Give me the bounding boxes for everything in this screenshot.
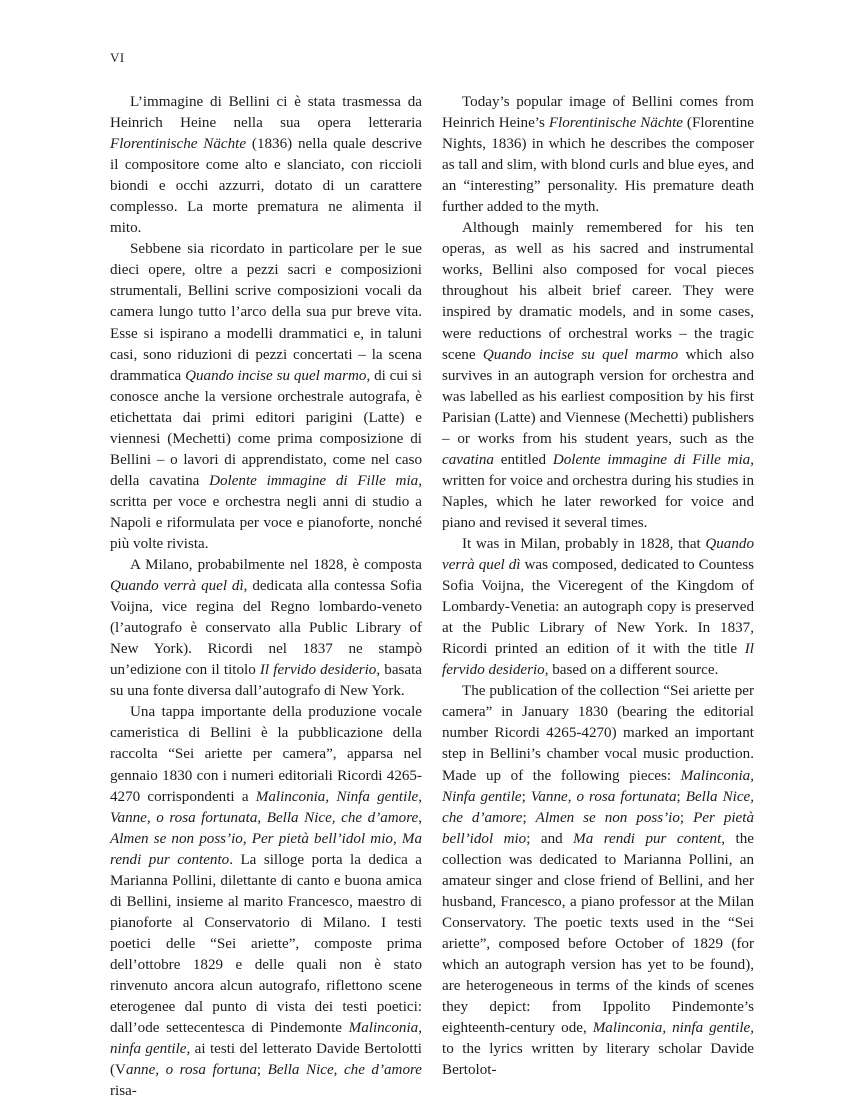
- text-run: , basata su una fonte diversa dall’autografo di New York.: [110, 662, 422, 700]
- italic-title: Malinconia: [680, 767, 751, 784]
- italic-title: Bella Nice, che d’amore: [266, 809, 419, 826]
- text-run: , di cui si conosce anche la versione orchestrale autografa, è etichettata dai primi editori parigini (Latte) e viennesi (Mechetti) come prima composizione di Bellini – o lavori di apprendistato, come nel caso della cavatina: [110, 367, 422, 489]
- text-run: ;: [676, 788, 686, 805]
- italic-title: Vanne, o rosa fortunata: [110, 809, 258, 826]
- italic-title: Per pietà bell’idol mio: [251, 830, 393, 847]
- text-run: which also survives in an autograph version for orchestra and was labelled as his earliest composition by his first Parisian (Latte) and Viennese (Mechetti) publishers – or works from his student years, such as the: [442, 346, 754, 447]
- italic-title: Quando incise su quel marmo: [482, 346, 679, 363]
- text-run: to the lyrics written by literary scholar Davide Bertolot-: [442, 1041, 754, 1079]
- text-run: risa-: [110, 1083, 137, 1100]
- text-run: entitled: [493, 451, 553, 468]
- italic-title: Dolente immagine di Fille mia: [552, 451, 751, 468]
- text-run: ,: [242, 830, 252, 847]
- paragraph: [110, 92, 422, 239]
- text-run: (Florentine Nights, 1836) in which he describes the composer as tall and slim, with blond curls and blue eyes, and an “interesting” personality. His premature death further added to the myth.: [442, 115, 754, 216]
- text-run: . La silloge porta la dedica a Marianna Pollini, dilettante di canto e buona amica di Bellini, insieme al marito Francesco, maestro di pianoforte al Conservatorio di Milano. I testi poetici delle “Sei ariette”, composte prima dell’ottobre 1829 e delle quali non è stato rinvenuto ancora alcun autografo, riflettono scene eterogenee dal punto di vista dei testi poetici: dall’ode settecentesca di Pindemonte: [110, 851, 422, 1037]
- text-run: ,: [257, 809, 267, 826]
- text-run: ;: [256, 1062, 268, 1079]
- text-run: , dedicata alla contessa Sofia Voijna, vice regina del Regno lombardo-veneto (l’autografo è conservato alla Public Library of New York). Ricordi nel 1837 ne stampò un’edizione con il titolo: [110, 578, 422, 679]
- italic-title: Vanne, o rosa fortunata: [530, 788, 677, 805]
- paragraph: [442, 218, 754, 534]
- italic-title: anne, o rosa fortuna: [125, 1062, 257, 1079]
- italic-title: Il fervido desiderio: [259, 662, 377, 679]
- text-run: Although mainly remembered for his ten operas, as well as his sacred and instrumental works, Bellini also composed for vocal pieces throughout his albeit brief career. They were inspired by dramatic models, and in some cases, were reductions of orchestral works – the tragic scene: [442, 220, 754, 363]
- text-run: Sebbene sia ricordato in particolare per le sue dieci opere, oltre a pezzi sacri e composizioni strumentali, Bellini scrive composizioni vocali da camera lungo tutto l’arco della sua pur breve vita. Esse si ispirano a modelli drammatici e, in taluni casi, sono riduzioni di pezzi concertati – la scena drammatica: [110, 241, 422, 384]
- text-run: Una tappa importante della produzione vocale cameristica di Bellini è la pubblicazione della raccolta “Sei ariette per camera”, apparsa nel gennaio 1830 con i numeri editoriali Ricordi 4265-4270 corrispondenti a: [110, 704, 422, 805]
- italic-title: Ma rendi pur content: [573, 830, 722, 847]
- italic-title: Per pietà bell’idol mio: [442, 809, 754, 847]
- italic-title: Malinconia, ninfa gentile,: [592, 1020, 754, 1037]
- page-number: VI: [110, 50, 125, 65]
- english-text-column: [442, 92, 754, 1081]
- italic-title: Quando incise su quel marmo: [185, 367, 367, 384]
- text-run: ai testi del letterato Davide Bertolotti (V: [110, 1041, 423, 1079]
- text-run: L’immagine di Bellini ci è stata trasmessa da Heinrich Heine nella sua opera letteraria: [110, 94, 422, 132]
- italic-title: Almen se non poss’io: [110, 830, 243, 847]
- italian-text-column: [110, 92, 422, 1102]
- italic-title: cavatina: [442, 451, 494, 468]
- italic-title: Il fervido desiderio: [442, 641, 754, 679]
- text-run: ;: [522, 809, 536, 826]
- text-run: ,: [418, 809, 423, 826]
- text-run: (1836) nella quale descrive il compositore come alto e slanciato, con riccioli biondi e occhi azzurri, dotato di un carattere complesso. La morte prematura ne alimenta il mito.: [110, 136, 423, 237]
- text-run: ,: [418, 788, 422, 805]
- italic-title: Quando verrà quel dì: [442, 535, 754, 574]
- paragraph: [110, 555, 422, 702]
- text-run: ;: [521, 788, 531, 805]
- text-run: was composed, dedicated to Countess Sofia Voijna, the Viceregent of the Kingdom of Lombardy-Venetia: an autograph copy is preserved at the Public Library of New York. In 1837, Ricordi printed an edition of it with the title: [442, 557, 754, 658]
- italic-title: Florentinische Nächte: [548, 115, 683, 132]
- italic-title: Dolente immagine di Fille mia: [209, 472, 419, 489]
- italic-title: Almen se non poss’io: [535, 809, 680, 826]
- italic-title: Malinconia, ninfa gentile,: [110, 1020, 422, 1058]
- text-run: ,: [750, 767, 754, 784]
- italic-title: Ma rendi pur contento: [110, 830, 422, 868]
- text-run: , written for voice and orchestra during his studies in Naples, which he later reworked for voice and piano and revised it several times.: [442, 451, 754, 531]
- paragraph: [442, 534, 754, 681]
- text-run: It was in Milan, probably in 1828, that: [462, 535, 706, 552]
- paragraph: [110, 239, 422, 555]
- text-run: The publication of the collection “Sei ariette per camera” in January 1830 (bearing the editorial number Ricordi 4265-4270) marked an important step in Bellini’s chamber vocal music production. Made up of the following pieces:: [442, 683, 754, 784]
- italic-title: Bella Nice, che d’amore: [442, 788, 755, 826]
- italic-title: Bella Nice, che d’amore: [267, 1062, 423, 1079]
- italic-title: Ninfa gentile: [442, 788, 522, 805]
- italic-title: Malinconia, Ninfa gentile: [255, 788, 419, 805]
- text-run: ,: [392, 830, 402, 847]
- text-run: , based on a different source.: [544, 662, 719, 679]
- paragraph: [110, 702, 422, 1102]
- italic-title: Quando verrà quel dì: [110, 578, 244, 595]
- text-run: ; and: [526, 830, 574, 847]
- paragraph: [442, 92, 754, 218]
- text-run: A Milano, probabilmente nel 1828, è composta: [130, 557, 422, 574]
- italic-title: Florentinische Nächte: [110, 136, 247, 153]
- text-run: ;: [679, 809, 694, 826]
- text-run: Today’s popular image of Bellini comes from Heinrich Heine’s: [442, 94, 754, 132]
- paragraph: [442, 681, 754, 1081]
- text-run: , scritta per voce e orchestra negli anni di studio a Napoli e riformulata per voce e pianoforte, nonché più volte rivista.: [110, 472, 422, 552]
- text-run: , the collection was dedicated to Marianna Pollini, an amateur singer and close friend of Bellini, and her husband, Francesco, a piano professor at the Milan Conservatory. The poetic texts used in the “Sei ariette”, composed before October of 1829 (for which an autograph version has yet to be found), are heterogeneous in terms of the kinds of scenes they depict: from Ippolito Pindemonte’s eighteenth-century ode,: [442, 830, 754, 1037]
